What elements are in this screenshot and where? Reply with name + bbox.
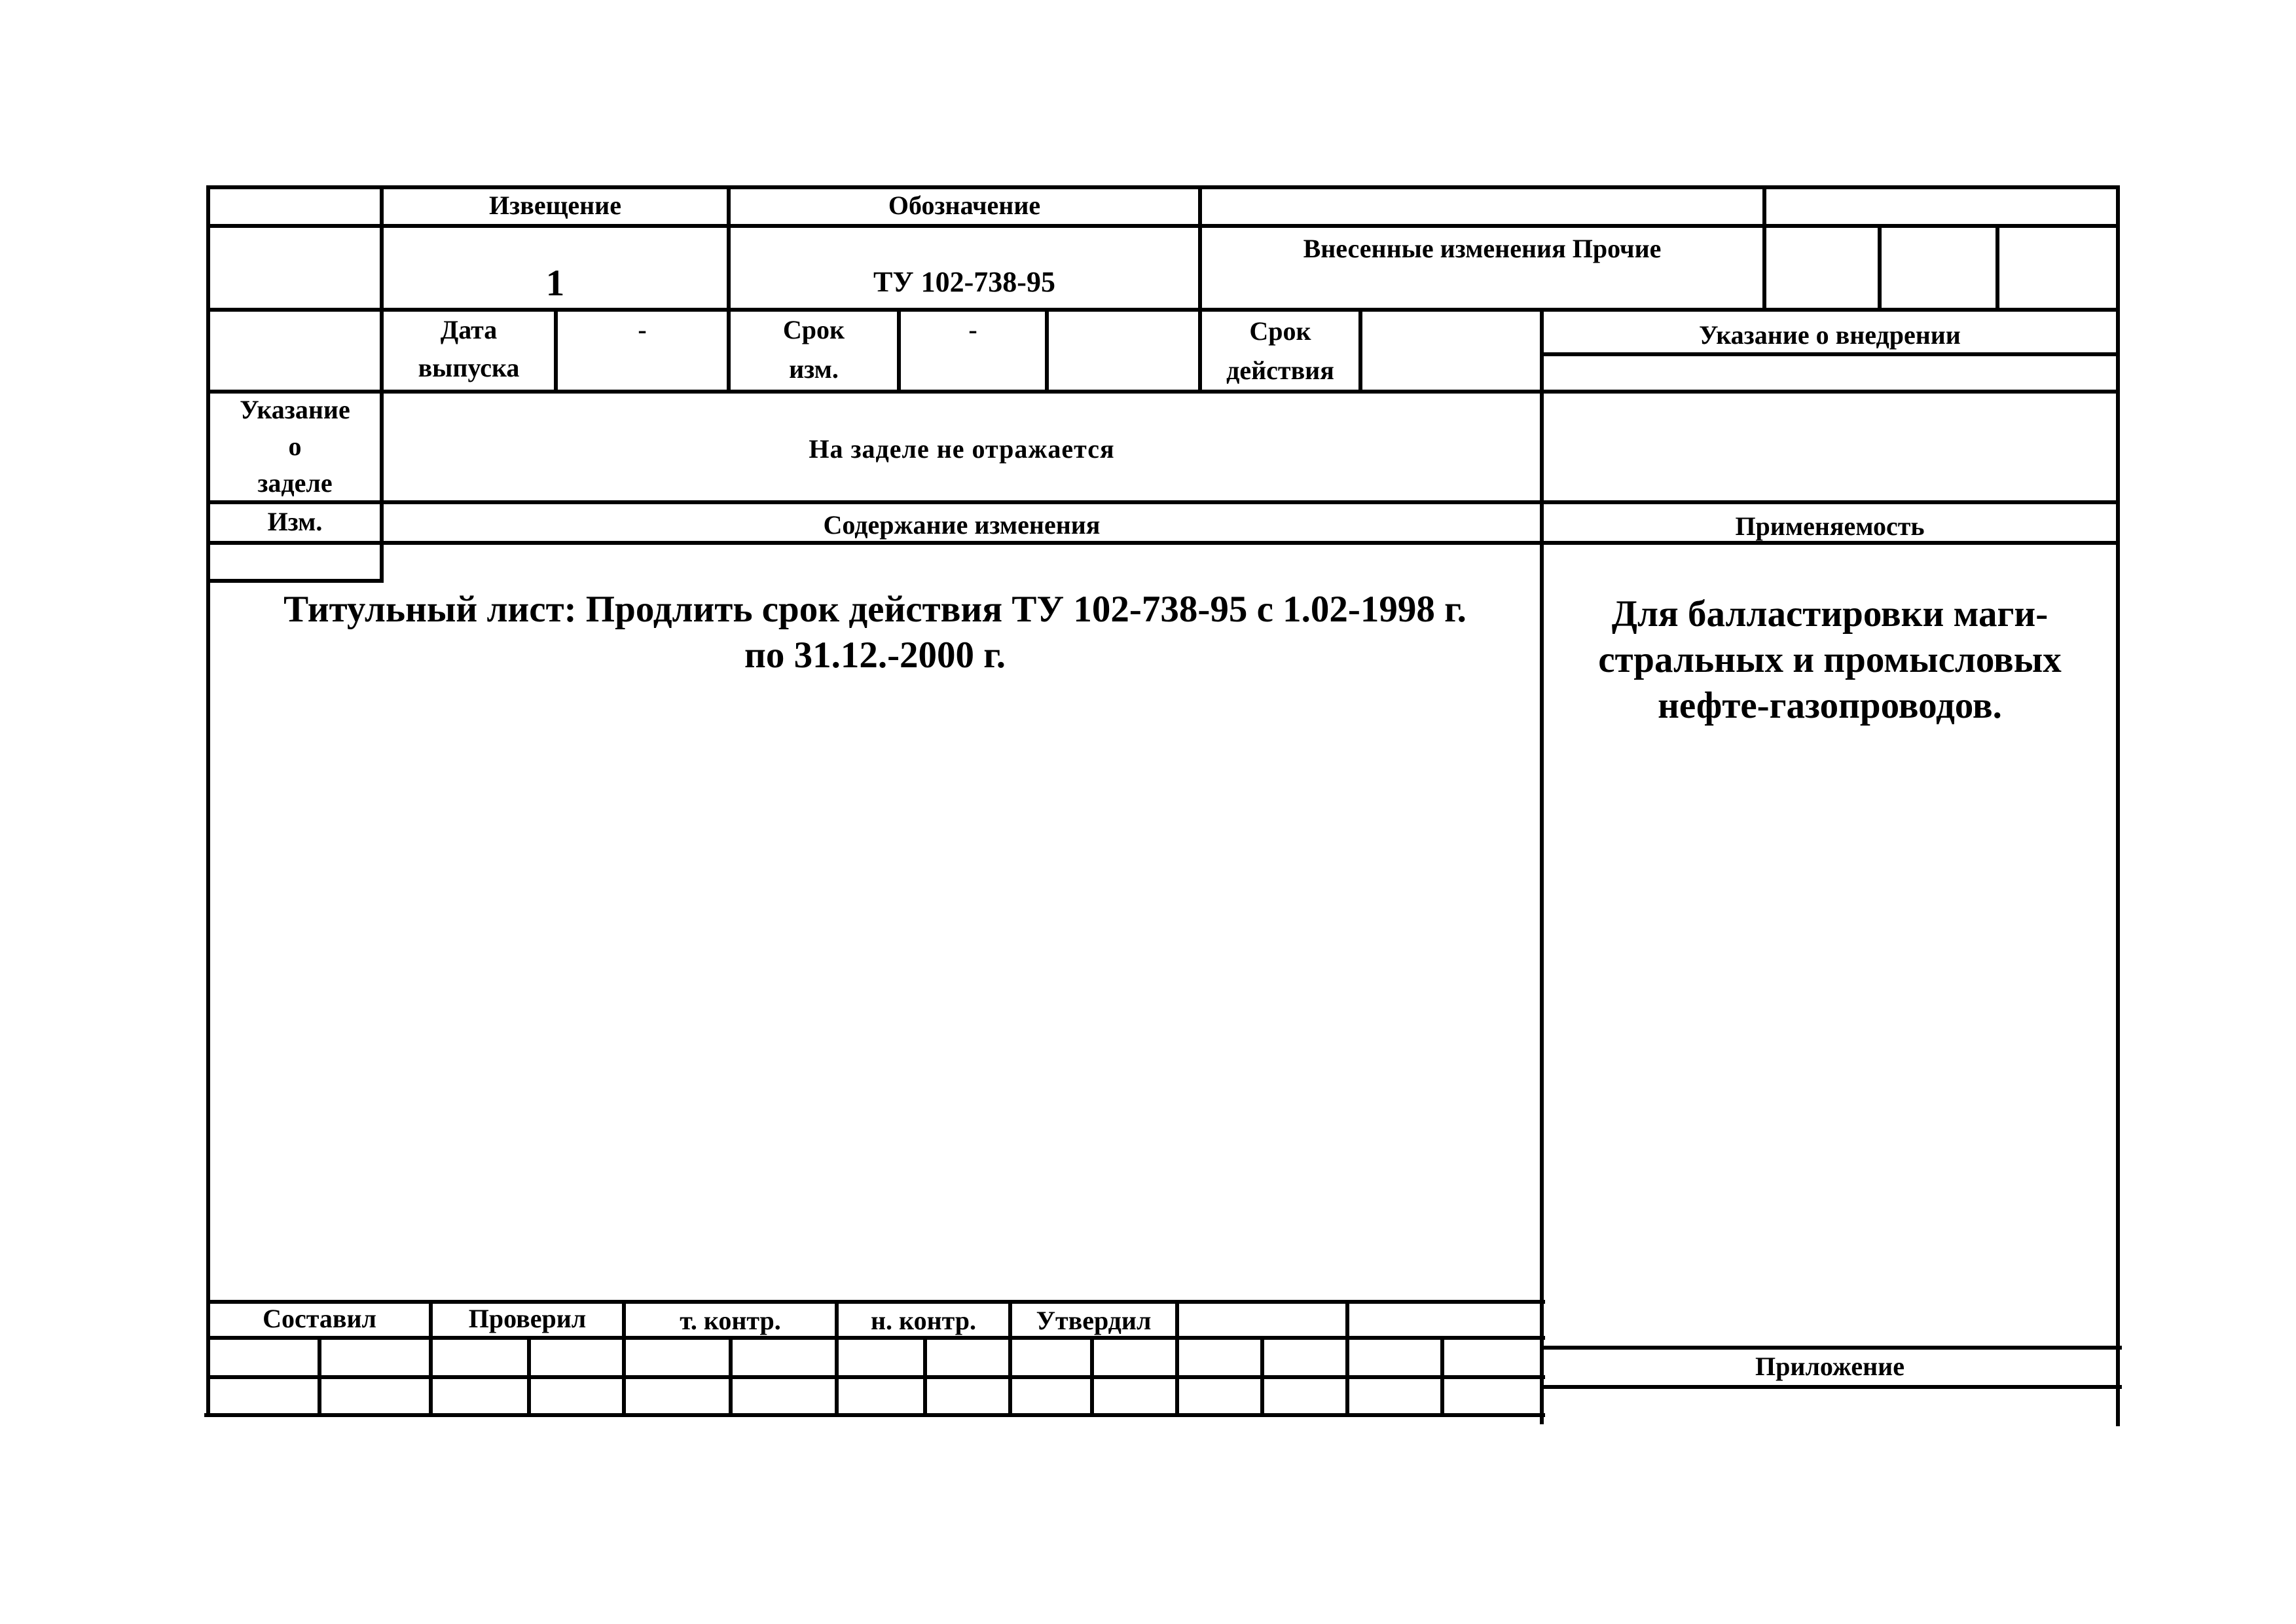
- content-line-2: по 31.12.-2000 г.: [744, 635, 1006, 676]
- change-content-label: Содержание изменения: [823, 510, 1101, 540]
- rule-under-change-no-cell: [208, 579, 384, 583]
- validity-label-1: Срок: [1249, 316, 1311, 346]
- rule-sig-name-7: [1440, 1336, 1444, 1415]
- rule-right: [2116, 185, 2120, 1426]
- notice-label: Извещение: [489, 191, 621, 220]
- rule-sig-name-6: [1260, 1336, 1264, 1415]
- rule-bottom: [204, 1413, 1545, 1417]
- change-no-label: Изм.: [267, 507, 323, 536]
- approved-label: Утвердил: [1036, 1306, 1152, 1335]
- rule-main-split: [1540, 308, 1544, 1424]
- rule-attachment-top: [1542, 1346, 2122, 1350]
- designation-label: Обозначение: [888, 191, 1041, 220]
- rule-sig-name-5: [1090, 1336, 1094, 1415]
- rule-sig-name-1: [318, 1336, 321, 1415]
- rule-header-box-a: [1762, 185, 1766, 308]
- tech-control-label: т. контр.: [680, 1306, 781, 1335]
- change-term-label-1: Срок: [782, 315, 845, 344]
- applicability-label: Применяемость: [1735, 511, 1925, 541]
- applicability-line-1: Для балластировки маги-: [1611, 593, 2049, 635]
- compiled-label: Составил: [263, 1304, 376, 1333]
- attachment-label: Приложение: [1755, 1352, 1904, 1381]
- rule-sig-name-2: [527, 1336, 531, 1415]
- rule-change-term-split-b: [1045, 308, 1049, 390]
- issue-date-value: -: [638, 315, 647, 344]
- change-term-value: -: [968, 315, 977, 344]
- backlog-label-3: заделе: [257, 468, 333, 498]
- rule-validity-split: [1358, 308, 1362, 390]
- rule-left: [206, 185, 210, 1415]
- backlog-label-2: о: [288, 432, 302, 461]
- backlog-label-1: Указание: [240, 395, 350, 424]
- rule-sig-6: [1345, 1300, 1349, 1415]
- rule-header-box-b: [1878, 224, 1882, 308]
- rule-under-header-values: [208, 308, 2120, 312]
- rule-attachment-label: [1542, 1385, 2122, 1389]
- rule-sig-name-3: [729, 1336, 733, 1415]
- rule-under-header-labels: [208, 224, 2120, 228]
- rule-top: [208, 185, 2120, 189]
- issue-date-label-2: выпуска: [418, 353, 520, 382]
- rule-implementation-sub: [1542, 352, 2120, 356]
- checked-label: Проверил: [468, 1304, 587, 1333]
- rule-under-dates: [208, 390, 2120, 394]
- rule-signatures-mid: [206, 1375, 1545, 1379]
- rule-sig-name-4: [923, 1336, 927, 1415]
- rule-sig-5: [1175, 1300, 1179, 1415]
- rule-under-backlog: [208, 500, 2120, 504]
- backlog-value: На заделе не отражается: [809, 434, 1115, 464]
- changes-introduced: Внесенные изменения Прочие: [1303, 234, 1662, 263]
- norm-control-label: н. контр.: [871, 1306, 976, 1335]
- notice-number: 1: [545, 263, 565, 304]
- designation-value: ТУ 102-738-95: [873, 266, 1055, 298]
- rule-signatures-labels: [206, 1336, 1545, 1340]
- rule-header-box-c: [1995, 224, 1999, 308]
- issue-date-label-1: Дата: [440, 315, 498, 344]
- applicability-line-2: стральных и промысловых: [1598, 639, 2062, 680]
- implementation-note: Указание о внедрении: [1699, 320, 1961, 350]
- validity-label-2: действия: [1226, 356, 1334, 385]
- change-term-label-2: изм.: [789, 354, 839, 384]
- applicability-line-3: нефте-газопроводов.: [1658, 685, 2002, 726]
- content-line-1: Титульный лист: Продлить срок действия ТУ 102-738-95 с 1.02-1998 г.: [283, 589, 1467, 630]
